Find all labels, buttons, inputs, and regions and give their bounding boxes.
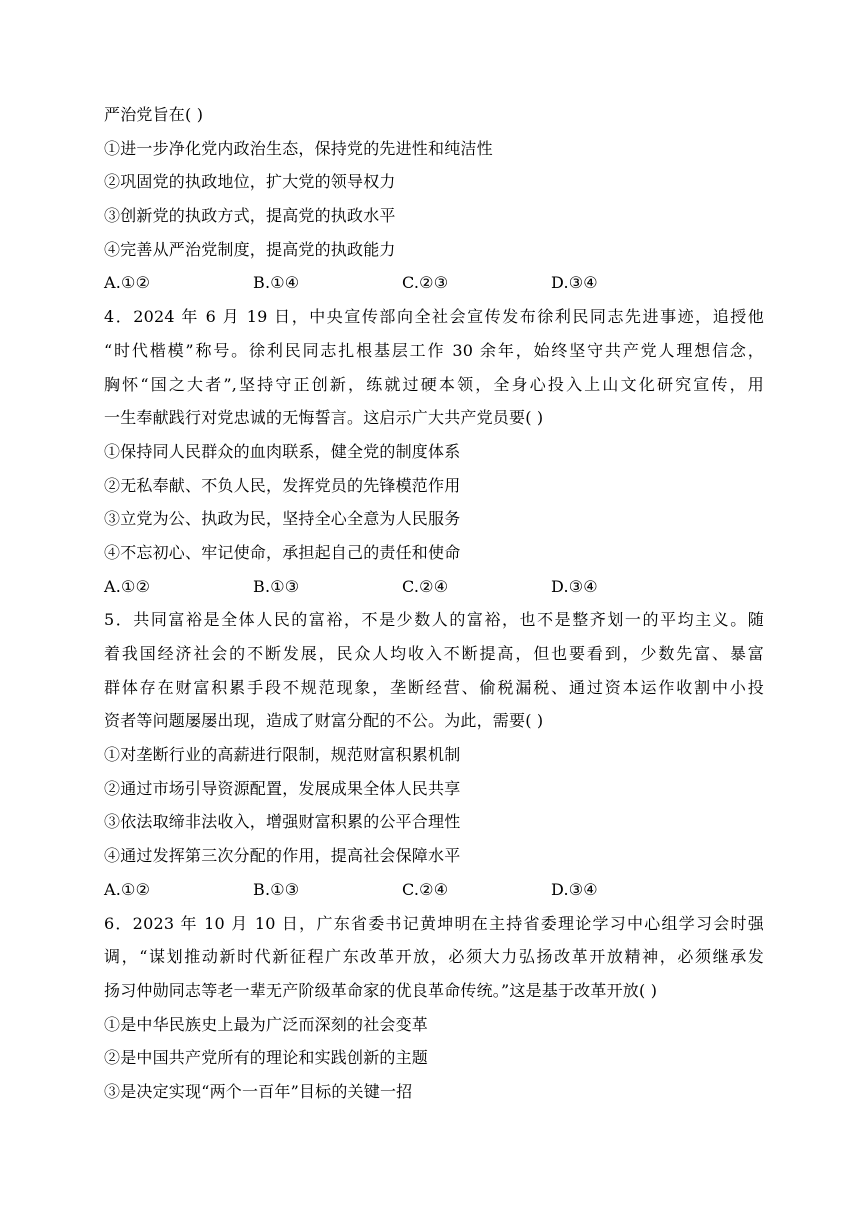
q4-choice-c: C.②④ [402,576,449,596]
q3-stem-end: 严治党旨在( ) [104,105,204,124]
q4-choice-b: B.①③ [253,576,300,596]
q3-choice-a: A.①② [104,273,151,293]
q6-option-3: ③是决定实现“两个一百年”目标的关键一招 [104,1081,413,1101]
q5-option-2: ②通过市场引导资源配置，发展成果全体人民共享 [104,778,461,798]
q3-choice-b: B.①④ [253,273,300,293]
q5-stem-line-2: 着我国经济社会的不断发展，民众人均收入不断提高，但也要看到，少数先富、暴富 [104,644,764,663]
q3-option-2: ②巩固党的执政地位，扩大党的领导权力 [104,172,396,192]
q3-option-1: ①进一步净化党内政治生态，保持党的先进性和纯洁性 [104,138,493,158]
q5-choice-c: C.②④ [402,879,449,899]
q5-answer-choices [104,873,764,907]
q3-answer-choices [104,266,764,300]
q4-choice-d: D.③④ [551,576,598,596]
q4-option-1: ①保持同人民群众的血肉联系，健全党的制度体系 [104,441,461,461]
q5-option-4: ④通过发挥第三次分配的作用，提高社会保障水平 [104,846,461,866]
q6-stem-line-3: 扬习仲勋同志等老一辈无产阶级革命家的优良革命传统。”这是基于改革开放( ) [104,980,658,1000]
q4-choice-a: A.①② [104,576,151,596]
q5-stem-line-4: 资者等问题屡屡出现，造成了财富分配的不公。为此，需要( ) [104,711,544,731]
q4-stem-line-3: 胸怀“国之大者”,坚持守正创新，练就过硬本领，全身心投入上山文化研究宣传，用 [104,374,764,394]
q4-option-2: ②无私奉献、不负人民，发挥党员的先锋模范作用 [104,475,461,495]
q3-option-3: ③创新党的执政方式，提高党的执政水平 [104,206,396,226]
q5-stem-line-1: 5．共同富裕是全体人民的富裕，不是少数人的富裕，也不是整齐划一的平均主义。随 [104,610,764,630]
q3-option-4: ④完善从严治党制度，提高党的执政能力 [104,239,396,259]
q4-answer-choices [104,570,764,604]
question-content [104,98,764,1109]
q6-option-2: ②是中国共产党所有的理论和实践创新的主题 [104,1048,429,1068]
q5-option-3: ③依法取缔非法收入，增强财富积累的公平合理性 [104,812,461,832]
q4-stem-line-4: 一生奉献践行对党忠诚的无悔誓言。这启示广大共产党员要( ) [104,408,544,428]
q3-choice-c: C.②③ [402,273,449,293]
q5-choice-d: D.③④ [551,879,598,899]
q5-choice-a: A.①② [104,879,151,899]
q5-choice-b: B.①③ [253,879,300,899]
q6-stem-line-1: 6．2023 年 10 月 10 日，广东省委书记黄坤明在主持省委理论学习中心组学习会时强 [104,913,764,933]
q3-choice-d: D.③④ [551,273,598,293]
q4-option-3: ③立党为公、执政为民，坚持全心全意为人民服务 [104,509,461,529]
q5-stem-line-3: 群体存在财富积累手段不规范现象，垄断经营、偷税漏税、通过资本运作收割中小投 [104,677,764,697]
q5-option-1: ①对垄断行业的高薪进行限制，规范财富积累机制 [104,745,461,765]
q4-stem-line-2: “时代楷模”称号。徐利民同志扎根基层工作 30 余年，始终坚守共产党人理想信念， [104,340,764,360]
q6-stem-line-2: 调，“谋划推动新时代新征程广东改革开放，必须大力弘扬改革开放精神，必须继承发 [104,947,764,967]
q4-stem-line-1: 4．2024 年 6 月 19 日，中央宣传部向全社会宣传发布徐利民同志先进事迹，追授他 [104,307,764,327]
q4-option-4: ④不忘初心、牢记使命，承担起自己的责任和使命 [104,542,461,562]
q6-option-1: ①是中华民族史上最为广泛而深刻的社会变革 [104,1014,429,1034]
